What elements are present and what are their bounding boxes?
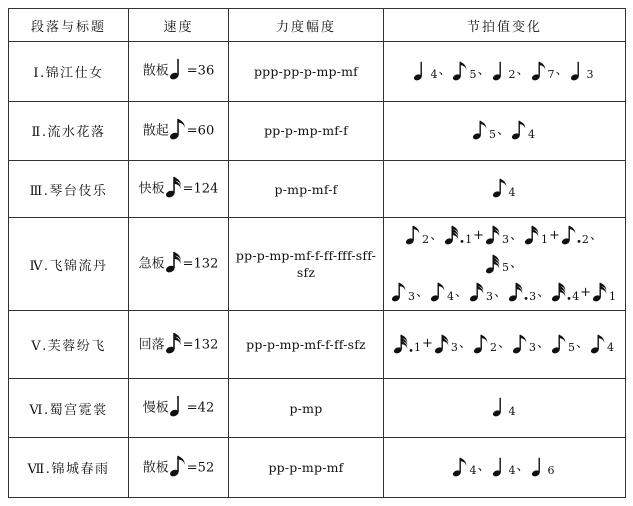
rhythm-separator: 、 xyxy=(496,122,510,138)
rhythm-count: 3 xyxy=(586,68,594,81)
section-title-cell: Ⅱ.流水花落 xyxy=(9,101,129,161)
dynamics-cell: p-mp-mf-f xyxy=(229,161,384,218)
sixteenth-note-icon xyxy=(485,225,501,245)
eighth-note-icon xyxy=(169,455,187,477)
rhythm-value xyxy=(531,57,570,85)
rhythm-line xyxy=(388,117,621,146)
rhythm-separator: 、 xyxy=(509,227,523,243)
rhythm-count: 2 xyxy=(508,68,516,81)
sixteenth-note-icon xyxy=(524,225,540,245)
rhythm-cell xyxy=(384,161,626,218)
eighth-note-icon xyxy=(391,282,407,302)
thirtysecond-dotted-note-icon xyxy=(444,225,464,245)
eighth-note-icon xyxy=(169,118,187,140)
sixteenth-note-icon xyxy=(469,282,485,302)
rhythm-line xyxy=(388,330,621,359)
tempo-term: 快板 xyxy=(138,181,165,197)
tempo-cell xyxy=(129,378,229,438)
eighth-note-icon xyxy=(511,120,527,140)
rhythm-count: 5 xyxy=(567,341,575,355)
rhythm-count: 4 xyxy=(447,289,455,303)
tempo-term: 散板 xyxy=(142,63,169,79)
rhythm-value xyxy=(492,57,531,85)
rhythm-separator: 、 xyxy=(477,63,491,78)
eighth-note-icon xyxy=(512,334,528,354)
rhythm-separator: + xyxy=(580,284,591,300)
thirtysecond-note-icon xyxy=(485,254,501,274)
rhythm-line xyxy=(388,57,621,86)
eighth-note-icon xyxy=(472,120,488,140)
thirtysecond-dotted-note-icon xyxy=(551,282,571,302)
rhythm-separator: + xyxy=(422,336,433,352)
rhythm-separator: 、 xyxy=(494,284,508,300)
sixteenth-note-icon xyxy=(434,334,450,354)
rhythm-line xyxy=(388,394,621,423)
rhythm-value xyxy=(492,394,518,422)
rhythm-separator: 、 xyxy=(455,284,469,300)
quarter-note-icon xyxy=(492,457,508,477)
tempo-term: 慢板 xyxy=(142,400,169,416)
rhythm-count: 3 xyxy=(450,341,458,355)
rhythm-cell xyxy=(384,101,626,161)
table-row xyxy=(9,438,626,498)
rhythm-value xyxy=(492,175,518,203)
rhythm-count: 2 xyxy=(581,232,589,246)
rhythm-count: 4 xyxy=(508,185,516,199)
rhythm-value xyxy=(512,330,551,358)
eighth-dotted-note-icon xyxy=(561,225,581,245)
rhythm-separator: 、 xyxy=(509,256,523,272)
rhythm-count: 4 xyxy=(430,68,438,81)
rhythm-separator: + xyxy=(473,227,484,243)
tempo-value: =36 xyxy=(186,63,215,79)
tempo-value: =132 xyxy=(182,256,219,272)
rhythm-count: 1 xyxy=(541,232,548,246)
section-title-cell: Ⅳ.飞锦流丹 xyxy=(9,218,129,311)
tempo-note xyxy=(169,118,187,144)
tempo-term: 回落 xyxy=(138,337,165,353)
sixteenth-note-icon xyxy=(165,176,183,198)
quarter-note-icon xyxy=(169,395,187,417)
rhythm-count: 2 xyxy=(422,232,430,246)
tempo-term: 急板 xyxy=(138,256,165,272)
quarter-note-icon xyxy=(169,58,187,80)
rhythm-value xyxy=(473,330,512,358)
rhythm-separator: 、 xyxy=(477,459,491,475)
rhythm-value xyxy=(592,279,618,307)
tempo-cell xyxy=(129,101,229,161)
rhythm-count: 5 xyxy=(488,127,496,141)
rhythm-value xyxy=(561,222,604,250)
sixteenth-note-icon xyxy=(165,332,183,354)
rhythm-cell xyxy=(384,42,626,102)
eighth-note-icon xyxy=(590,334,606,354)
rhythm-count: 3 xyxy=(486,289,494,303)
rhythm-count: 7 xyxy=(547,68,555,81)
tempo-note xyxy=(165,176,183,202)
rhythm-separator: 、 xyxy=(555,63,569,78)
rhythm-value xyxy=(469,279,508,307)
rhythm-separator: 、 xyxy=(458,336,472,352)
rhythm-count: 4 xyxy=(606,341,614,355)
eighth-note-icon xyxy=(473,334,489,354)
rhythm-value xyxy=(485,250,524,278)
quarter-note-icon xyxy=(492,61,508,81)
rhythm-count: 5 xyxy=(501,261,509,275)
rhythm-separator: 、 xyxy=(497,336,511,352)
tempo-note xyxy=(169,395,187,421)
sixteenth-dotted-note-icon xyxy=(508,282,528,302)
tempo-cell xyxy=(129,218,229,311)
eighth-note-icon xyxy=(452,457,468,477)
rhythm-line xyxy=(388,175,621,204)
rhythm-value xyxy=(511,117,537,145)
section-title-cell: Ⅵ.蜀宫霓裳 xyxy=(9,378,129,438)
rhythm-separator: 、 xyxy=(430,227,444,243)
header-section: 段落与标题 xyxy=(9,9,129,42)
tempo-cell xyxy=(129,438,229,498)
rhythm-count: 1 xyxy=(608,289,616,303)
rhythm-value xyxy=(492,453,531,481)
rhythm-value xyxy=(434,330,473,358)
eighth-note-icon xyxy=(430,282,446,302)
rhythm-count: 4 xyxy=(508,404,516,418)
rhythm-separator: 、 xyxy=(516,63,530,78)
tempo-cell xyxy=(129,161,229,218)
eighth-note-icon xyxy=(551,334,567,354)
tempo-value: =60 xyxy=(186,123,215,139)
tempo-cell xyxy=(129,311,229,379)
tempo-value: =42 xyxy=(186,400,215,416)
table-row xyxy=(9,42,626,102)
header-rhythm: 节拍值变化 xyxy=(384,9,626,42)
dynamics-cell: pp-p-mp-mf-f-ff-sfz xyxy=(229,311,384,379)
table-row xyxy=(9,161,626,218)
table-row xyxy=(9,218,626,311)
rhythm-value xyxy=(452,57,491,85)
rhythm-value xyxy=(472,117,511,145)
rhythm-value xyxy=(508,279,551,307)
dynamics-cell: ppp-pp-p-mp-mf xyxy=(229,42,384,102)
dynamics-cell: pp-p-mp-mf-f xyxy=(229,101,384,161)
section-title-cell: Ⅰ.锦江仕女 xyxy=(9,42,129,102)
tempo-cell xyxy=(129,42,229,102)
rhythm-value xyxy=(531,453,557,481)
quarter-note-icon xyxy=(570,61,586,81)
rhythm-cell xyxy=(384,378,626,438)
sixteenth-note-icon xyxy=(592,282,608,302)
section-title-cell: Ⅲ.琴台伎乐 xyxy=(9,161,129,218)
header-tempo: 速度 xyxy=(129,9,229,42)
rhythm-value xyxy=(430,279,469,307)
tempo-term: 散起 xyxy=(142,123,169,139)
music-structure-table xyxy=(8,8,626,498)
tempo-note xyxy=(165,251,183,277)
rhythm-value xyxy=(590,330,616,358)
header-dynamics: 力度幅度 xyxy=(229,9,384,42)
rhythm-value xyxy=(524,222,561,250)
tempo-note xyxy=(169,58,187,84)
header-row xyxy=(9,9,626,42)
rhythm-value xyxy=(570,57,596,85)
thirtysecond-dotted-note-icon xyxy=(393,334,413,354)
rhythm-count: 3 xyxy=(408,289,416,303)
rhythm-value xyxy=(551,330,590,358)
rhythm-cell xyxy=(384,218,626,311)
rhythm-count: 1 xyxy=(414,341,422,355)
rhythm-separator: 、 xyxy=(537,284,551,300)
eighth-note-icon xyxy=(405,225,421,245)
rhythm-line xyxy=(388,222,621,279)
rhythm-count: 3 xyxy=(528,341,536,355)
rhythm-value xyxy=(405,222,444,250)
rhythm-count: 3 xyxy=(529,289,537,303)
tempo-note xyxy=(169,455,187,481)
rhythm-separator: 、 xyxy=(575,336,589,352)
section-title-cell: Ⅶ.锦城春雨 xyxy=(9,438,129,498)
rhythm-separator: 、 xyxy=(589,227,603,243)
dynamics-cell: pp-p-mp-mf xyxy=(229,438,384,498)
rhythm-value xyxy=(413,57,452,85)
rhythm-line xyxy=(388,279,621,308)
rhythm-cell xyxy=(384,311,626,379)
rhythm-value xyxy=(485,222,524,250)
rhythm-count: 1 xyxy=(465,232,473,246)
tempo-term: 散板 xyxy=(142,460,169,476)
rhythm-count: 5 xyxy=(469,68,477,81)
rhythm-count: 6 xyxy=(547,464,555,478)
rhythm-count: 2 xyxy=(489,341,497,355)
rhythm-separator: 、 xyxy=(516,459,530,475)
rhythm-count: 4 xyxy=(528,127,535,141)
rhythm-cell xyxy=(384,438,626,498)
table-row xyxy=(9,378,626,438)
rhythm-separator: 、 xyxy=(536,336,550,352)
rhythm-separator: 、 xyxy=(438,63,452,78)
rhythm-line xyxy=(388,453,621,482)
tempo-note xyxy=(165,332,183,358)
quarter-note-icon xyxy=(413,61,429,81)
dynamics-cell: p-mp xyxy=(229,378,384,438)
dynamics-cell: pp-p-mp-mf-f-ff-fff-sff-sfz xyxy=(229,218,384,311)
sixteenth-note-icon xyxy=(165,251,183,273)
rhythm-count: 3 xyxy=(501,232,509,246)
eighth-note-icon xyxy=(531,61,547,81)
rhythm-value xyxy=(391,279,430,307)
rhythm-value xyxy=(444,222,485,250)
rhythm-count: 4 xyxy=(469,464,477,478)
rhythm-count: 4 xyxy=(508,464,516,478)
tempo-value: =132 xyxy=(182,337,219,353)
rhythm-count: 4 xyxy=(572,289,580,303)
rhythm-separator: 、 xyxy=(416,284,430,300)
rhythm-value xyxy=(393,330,434,358)
table-row xyxy=(9,101,626,161)
rhythm-value xyxy=(551,279,592,307)
rhythm-separator: + xyxy=(549,227,560,243)
table-row xyxy=(9,311,626,379)
table-body xyxy=(9,42,626,498)
eighth-note-icon xyxy=(452,61,468,81)
tempo-value: =124 xyxy=(182,181,219,197)
tempo-value: =52 xyxy=(186,460,215,476)
eighth-note-icon xyxy=(492,178,508,198)
quarter-note-icon xyxy=(531,457,547,477)
section-title-cell: Ⅴ.芙蓉纷飞 xyxy=(9,311,129,379)
quarter-note-icon xyxy=(492,397,508,417)
rhythm-value xyxy=(452,453,491,481)
